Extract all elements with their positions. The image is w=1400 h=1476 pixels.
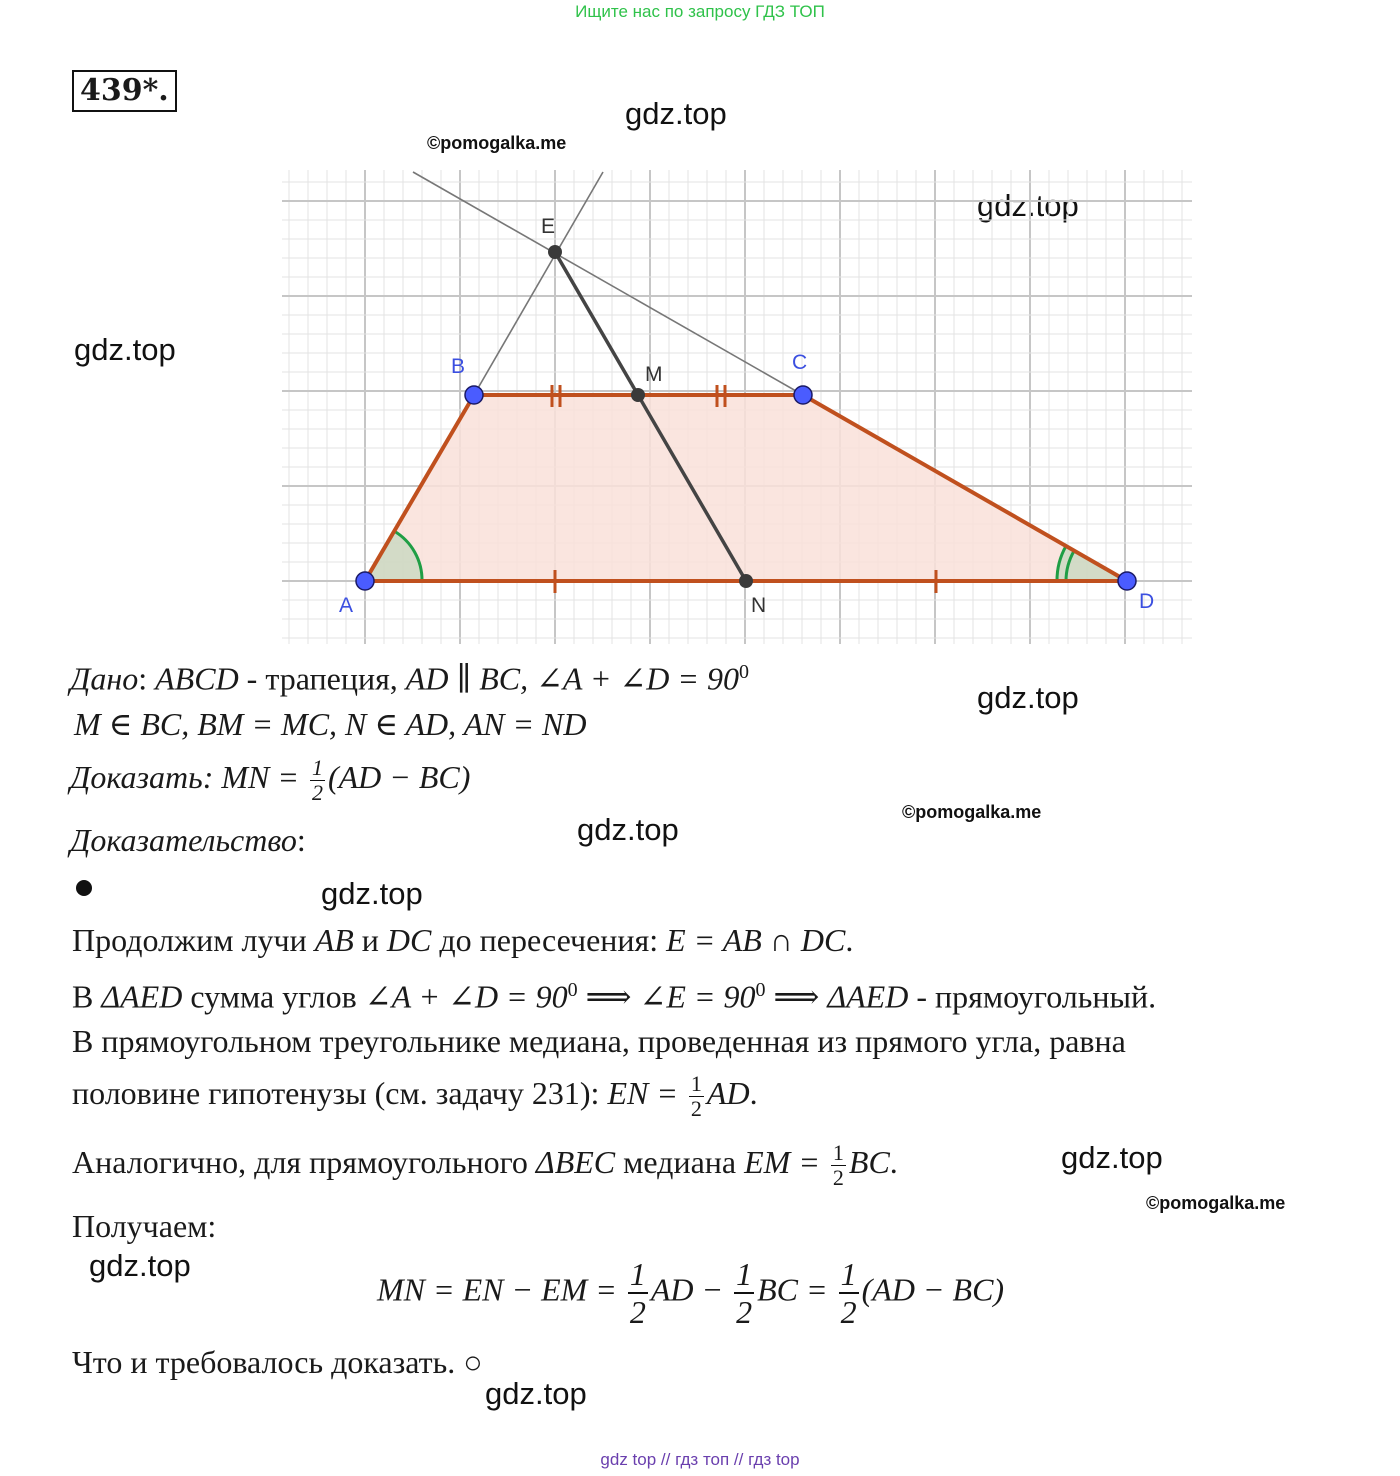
trapezoid-fill (365, 395, 1127, 581)
proof-conclusion: Что и требовалось доказать. ○ (72, 1344, 483, 1380)
footer-links[interactable]: gdz top // гдз топ // гдз top (600, 1450, 800, 1469)
watermark: gdz.top (577, 812, 679, 847)
fraction: $\frac{1}{2}$ (311, 755, 323, 805)
label-e: E (541, 215, 556, 238)
point-d (1118, 572, 1136, 590)
label-d: D (1139, 590, 1155, 613)
point-c (794, 386, 812, 404)
watermark: gdz.top (625, 96, 727, 131)
copyright-mark: ©pomogalka.me (1146, 1193, 1286, 1213)
proof-paragraph-5: Аналогично, для прямоугольного ΔBEC медиана EM = $\frac{1}{2}$ BC. (72, 1140, 898, 1190)
fraction: $\frac{1}{2}$ (629, 1256, 646, 1330)
given-line-2: M ∈ BC, BM = MC, N ∈ AD, AN = ND (74, 706, 587, 742)
point-n (739, 574, 753, 588)
point-m (631, 388, 645, 402)
proof-paragraph-4: половине гипотенузы (см. задачу 231): EN = $\frac{1}{2}$ AD. (72, 1071, 758, 1121)
label-b: B (451, 355, 466, 378)
bullet-point (76, 880, 92, 896)
fraction: $\frac{1}{2}$ (736, 1256, 753, 1330)
proof-heading: Доказательство: (70, 822, 306, 858)
final-formula: MN = EN − EM = $\frac{1}{2}$ AD − $\frac{1}{2}$ BC = $\frac{1}{2}$ (AD − BC) (377, 1256, 1005, 1330)
trapezoid-figure (0, 0, 1400, 660)
fraction: $\frac{1}{2}$ (690, 1071, 702, 1121)
label-m: M (645, 363, 663, 386)
fraction: $\frac{1}{2}$ (840, 1256, 857, 1330)
proof-paragraph-6: Получаем: (72, 1208, 217, 1244)
given-line-1: Дано: ABCD - трапеция, AD ∥ BC, ∠A + ∠D = $90^0$ (70, 660, 749, 697)
watermark: gdz.top (74, 332, 176, 367)
label-n: N (751, 594, 767, 617)
watermark: gdz.top (977, 188, 1079, 223)
watermark: gdz.top (485, 1376, 587, 1411)
ray-ab-extension (474, 172, 603, 395)
top-banner: Ищите нас по запросу ГДЗ ТОП (575, 2, 825, 21)
label-a: A (339, 594, 354, 617)
watermark: gdz.top (977, 680, 1079, 715)
watermark: gdz.top (89, 1248, 191, 1283)
point-b (465, 386, 483, 404)
proof-paragraph-2: В ΔAED сумма углов ∠A + ∠D = $90^0$ ⟹ ∠E = $90^0$ ⟹ ΔAED - прямоугольный. (72, 978, 1157, 1015)
prove-line: Доказать: MN = $\frac{1}{2}$ (AD − BC) (70, 755, 471, 805)
fraction: $\frac{1}{2}$ (832, 1140, 844, 1190)
copyright-mark: ©pomogalka.me (427, 133, 567, 153)
proof-paragraph-1: Продолжим лучи AB и DC до пересечения: E = AB ∩ DC. (72, 922, 854, 958)
problem-number: 439*. (72, 70, 177, 112)
point-a (356, 572, 374, 590)
label-c: C (792, 351, 808, 374)
copyright-mark: ©pomogalka.me (902, 802, 1042, 822)
watermark: gdz.top (321, 876, 423, 911)
point-e (548, 245, 562, 259)
watermark: gdz.top (1061, 1140, 1163, 1175)
proof-paragraph-3: В прямоугольном треугольнике медиана, проведенная из прямого угла, равна (72, 1023, 1126, 1059)
